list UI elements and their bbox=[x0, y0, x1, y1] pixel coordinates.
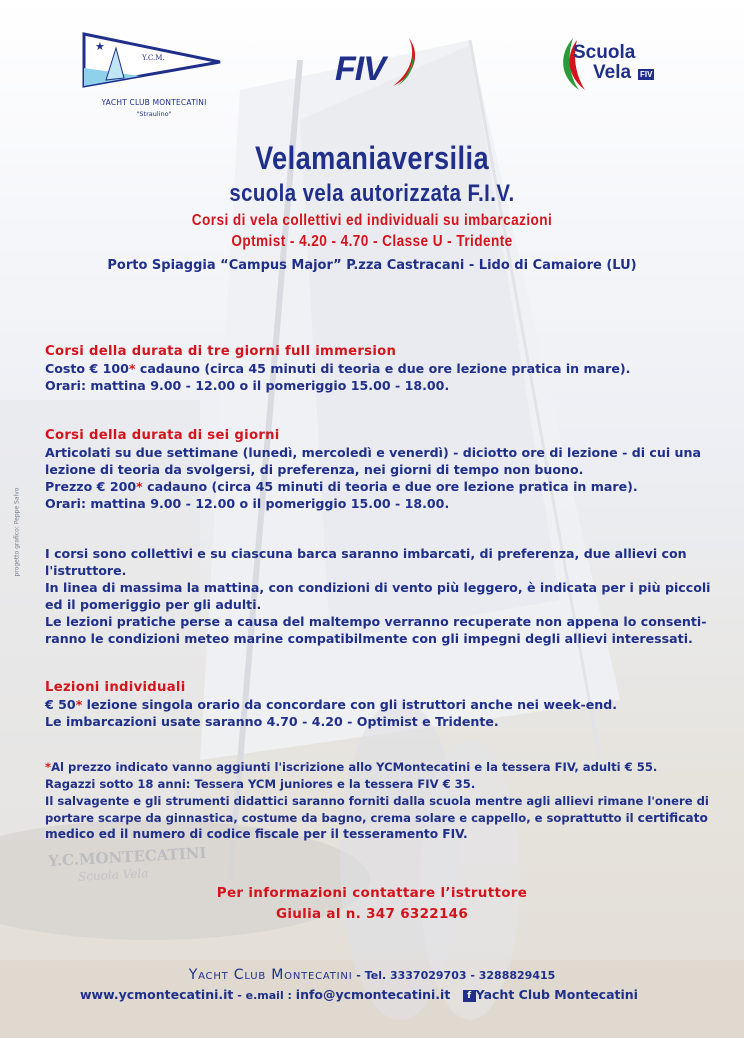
general-line2: l'istruttore. bbox=[45, 563, 127, 578]
three-days-hours: Orari: mattina 9.00 - 12.00 o il pomeriggio 15.00 - 18.00. bbox=[45, 378, 450, 393]
header-courses-line: Corsi di vela collettivi ed individuali su imbarcazioni bbox=[191, 212, 553, 229]
page-title: Velamaniaversilia bbox=[254, 140, 490, 176]
three-days-cost: Costo € 100* cadauno (circa 45 minuti di teoria e due ore lezione pratica in mare). bbox=[45, 361, 631, 376]
fiv-logo-text: FIV bbox=[335, 50, 385, 88]
scuola-vela-line1: Scuola bbox=[573, 42, 636, 63]
footer-tel: - Tel. 3337029703 - 3288829415 bbox=[352, 969, 556, 982]
notes-line5: medico ed il numero di codice fiscale per il tesseramento FIV. bbox=[45, 827, 468, 841]
scuola-vela-line2: Vela bbox=[593, 62, 632, 83]
footer-line2 bbox=[80, 987, 638, 1002]
notes-line3: Il salvagente e gli strumenti didattici saranno forniti dalla scuola mentre agli allievi rimane l'onere di bbox=[45, 794, 709, 808]
facebook-icon: f bbox=[463, 990, 476, 1002]
email-link[interactable]: info@ycmontecatini.it bbox=[295, 987, 451, 1002]
six-days-heading: Corsi della durata di sei giorni bbox=[45, 428, 280, 443]
contact-line2: Giulia al n. 347 6322146 bbox=[275, 906, 469, 922]
individual-boats: Le imbarcazioni usate saranno 4.70 - 4.20 - Optimist e Tridente. bbox=[45, 714, 499, 729]
three-days-heading: Corsi della durata di tre giorni full immersion bbox=[45, 344, 397, 359]
general-line1: I corsi sono collettivi e su ciascuna barca saranno imbarcati, di preferenza, due allievi con bbox=[45, 546, 687, 561]
fiv-swoosh-icon bbox=[387, 36, 427, 92]
general-line3: In linea di massima la mattina, con condizioni di vento più leggero, è indicata per i più piccoli bbox=[45, 580, 711, 595]
scuola-vela-badge: FIV bbox=[640, 70, 653, 79]
general-line4: ed il pomeriggio per gli adulti. bbox=[45, 597, 262, 612]
fiv-logo bbox=[335, 36, 425, 92]
header-location: Porto Spiaggia “Campus Major” P.zza Castracani - Lido di Camaiore (LU) bbox=[107, 258, 637, 273]
scuola-vela-logo bbox=[555, 36, 667, 94]
general-line5: Le lezioni pratiche perse a causa del maltempo verranno recuperate non appena lo consenti- bbox=[45, 614, 707, 629]
notes-line1: *Al prezzo indicato vanno aggiunti l'iscrizione allo YCMontecatini e la tessera FIV, adulti € 55. bbox=[45, 760, 658, 774]
six-days-price: Prezzo € 200* cadauno (circa 45 minuti di teoria e due ore lezione pratica in mare). bbox=[45, 479, 638, 494]
email-label: - e.mail : bbox=[233, 989, 296, 1002]
footer-club: Yacht Club Montecatini bbox=[188, 967, 353, 983]
ycm-flag-text: Y.C.M. bbox=[142, 54, 165, 62]
contact-line1: Per informazioni contattare l’istruttore bbox=[216, 885, 528, 901]
header-boats-line: Optmist - 4.20 - 4.70 - Classe U - Tridente bbox=[231, 233, 513, 250]
general-line6: ranno le condizioni meteo marine compatibilmente con gli impegni degli allievi interessati. bbox=[45, 631, 693, 646]
ycm-logo bbox=[80, 30, 228, 125]
notes-line4: portare scarpe da ginnastica, costume da bagno, crema solare e cappello, e soprattutto il certificato bbox=[45, 811, 708, 825]
side-credit: progetto grafico: Peppe Salvo bbox=[13, 487, 21, 577]
website-link[interactable]: www.ycmontecatini.it bbox=[80, 987, 234, 1002]
notes-line2: Ragazzi sotto 18 anni: Tessera YCM juniores e la tessera FIV € 35. bbox=[45, 777, 476, 791]
svg-text:★: ★ bbox=[95, 40, 105, 53]
ycm-name: YACHT CLUB MONTECATINI bbox=[101, 98, 207, 107]
individual-price: € 50* lezione singola orario da concordare con gli istruttori anche nei week-end. bbox=[45, 697, 618, 712]
six-days-line1: Articolati su due settimane (lunedì, mercoledì e venerdì) - diciotto ore di lezione - di cui una bbox=[45, 445, 701, 460]
six-days-line2: lezione di teoria da svolgersi, di preferenza, nei giorni di tempo non buono. bbox=[45, 462, 584, 477]
boat-sub-text: Scuola Vela bbox=[77, 866, 149, 884]
individual-heading: Lezioni individuali bbox=[45, 680, 186, 695]
facebook-link[interactable]: Yacht Club Montecatini bbox=[475, 987, 638, 1002]
six-days-hours: Orari: mattina 9.00 - 12.00 o il pomeriggio 15.00 - 18.00. bbox=[45, 496, 450, 511]
page-subtitle: scuola vela autorizzata F.I.V. bbox=[229, 180, 515, 207]
boat-name-text: Y.C.MONTECATINI bbox=[47, 843, 207, 871]
footer-line1 bbox=[0, 964, 744, 983]
ycm-sub: "Straulino" bbox=[136, 110, 172, 118]
